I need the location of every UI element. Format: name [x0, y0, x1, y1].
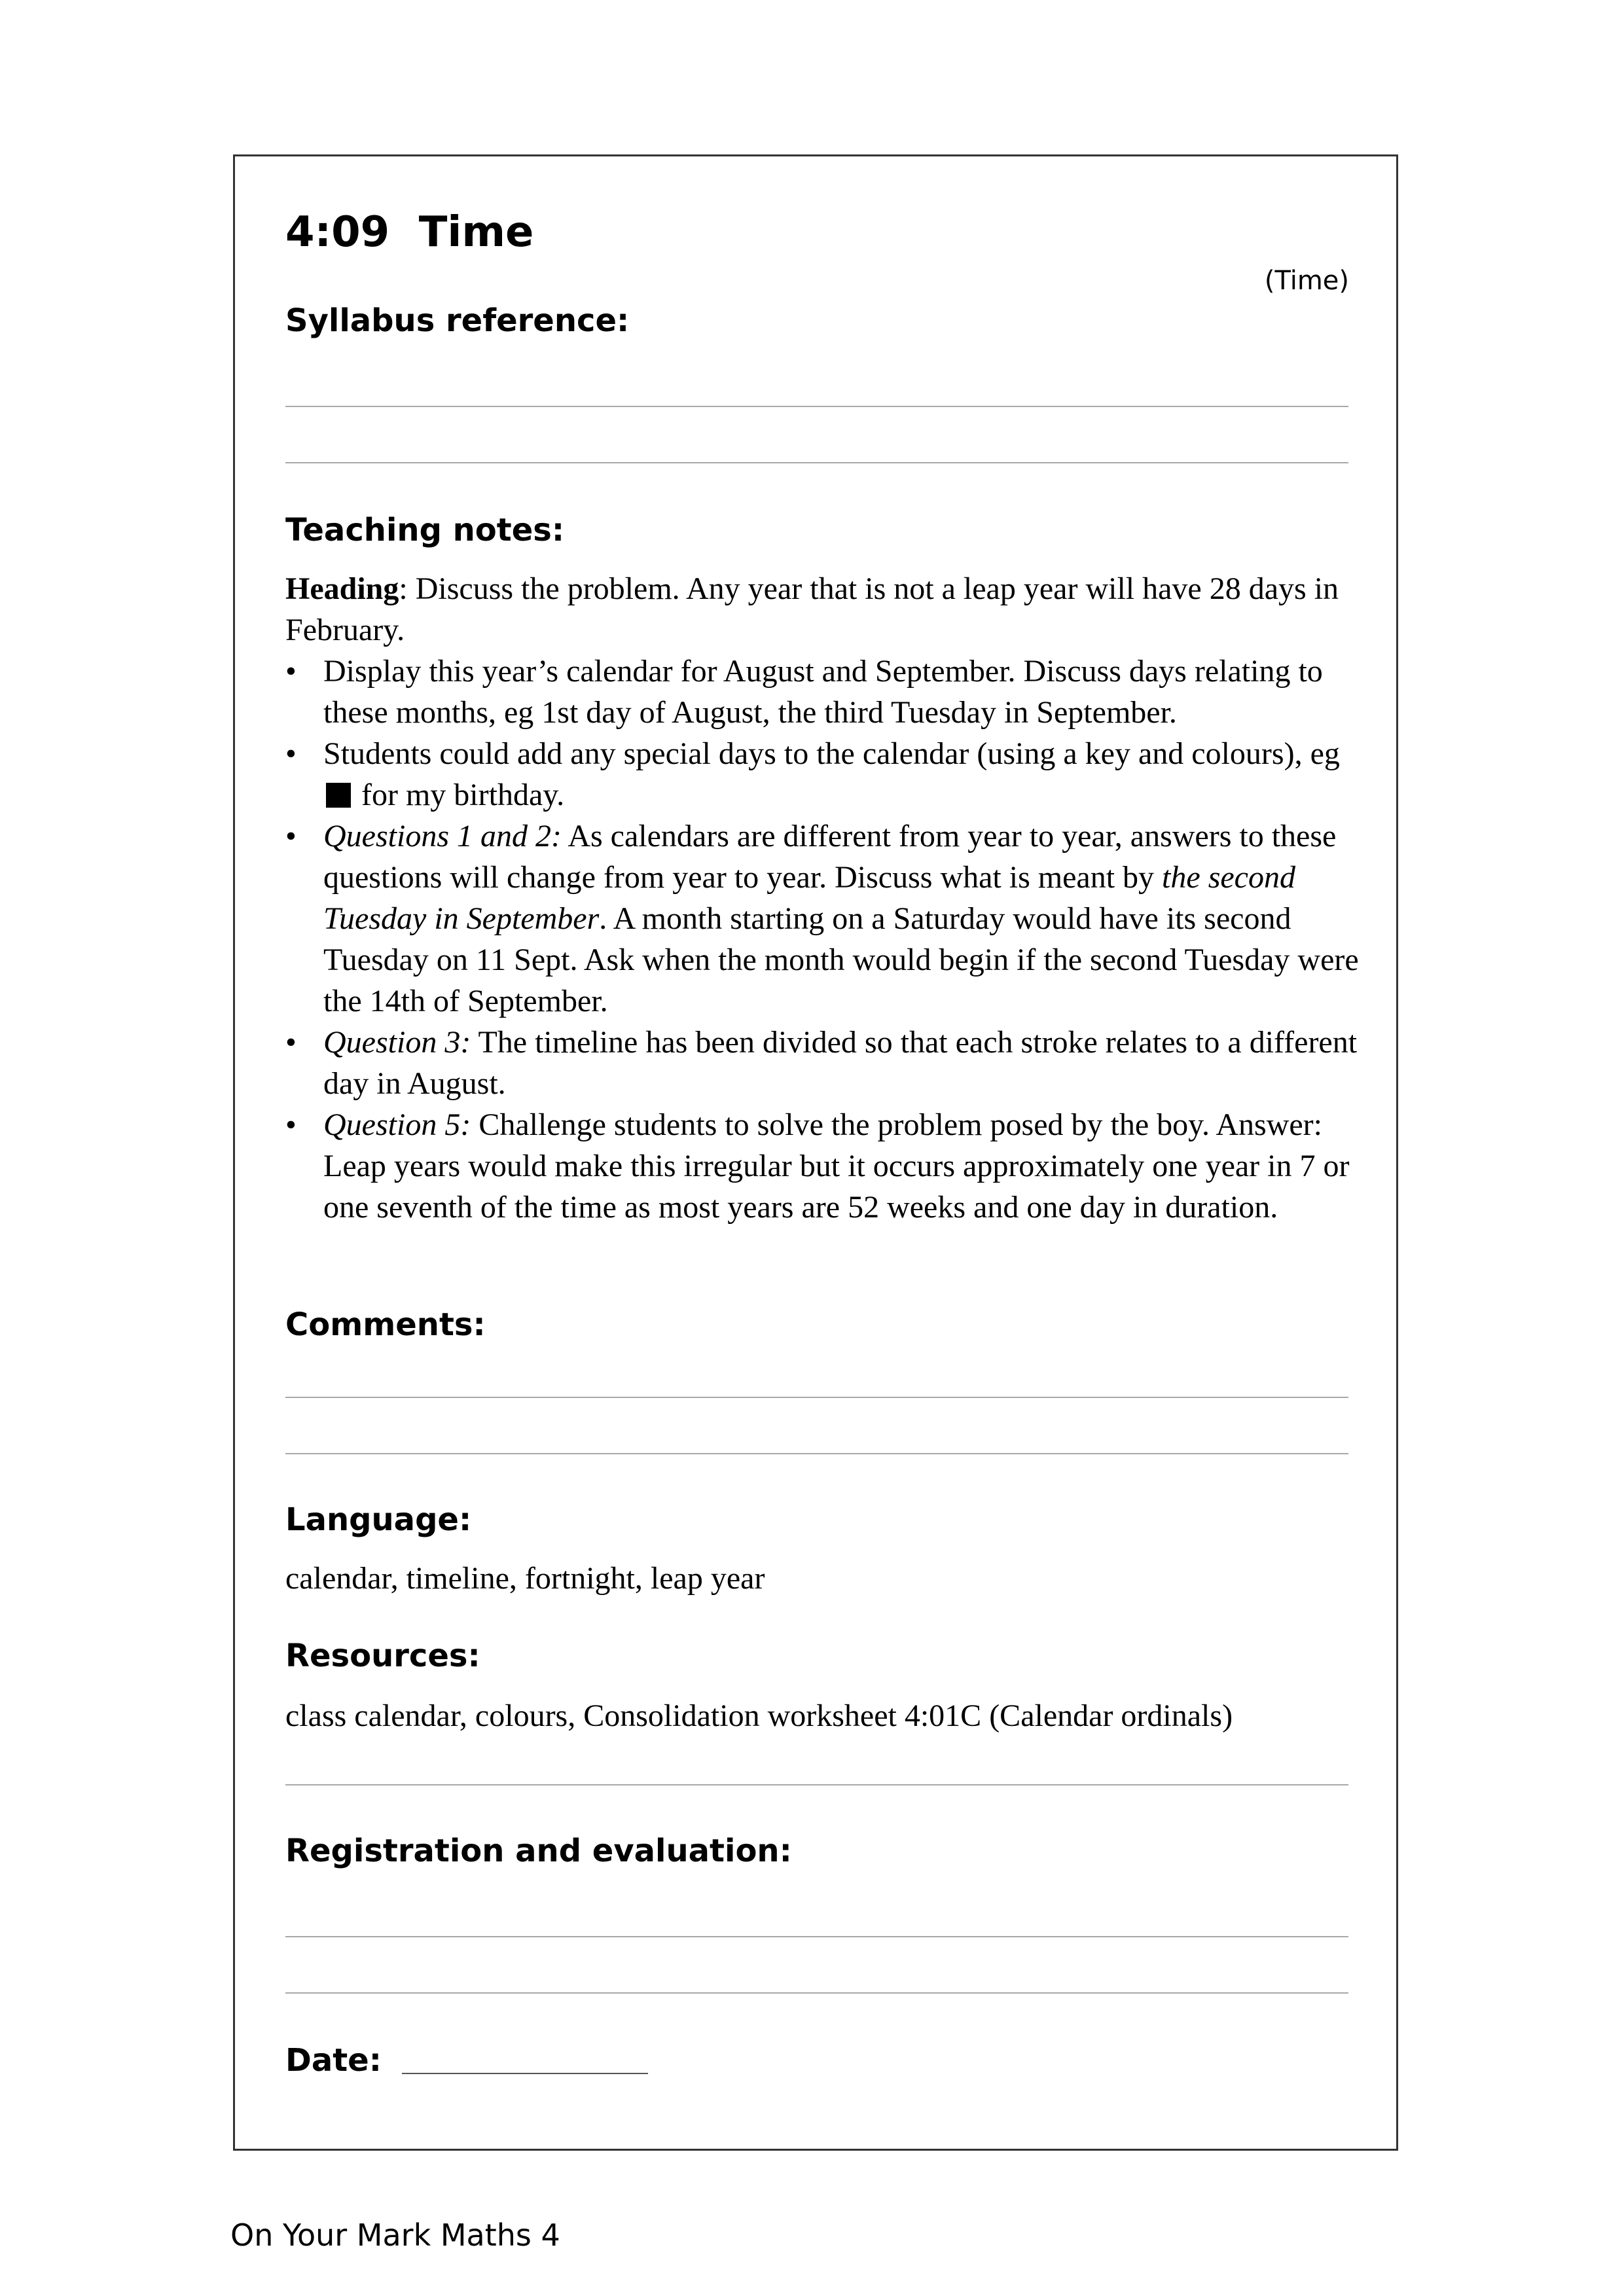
resources-line	[285, 1784, 1348, 1785]
date-label: Date:	[285, 2042, 382, 2079]
intro-text: : Discuss the problem. Any year that is not a leap year will have 28 days in February.	[285, 571, 1339, 647]
comments-line-2	[285, 1453, 1348, 1454]
bullet-text: Display this year’s calendar for August and September. Discuss days relating to these months, eg 1st day of August, the third Tuesday in September.	[323, 654, 1323, 730]
footer-text: On Your Mark Maths 4	[230, 2217, 560, 2253]
syllabus-line-2	[285, 462, 1348, 463]
list-item	[285, 816, 1359, 1022]
teaching-notes-body	[285, 568, 1359, 1228]
registration-line-1	[285, 1936, 1348, 1937]
intro-bold: Heading	[285, 571, 399, 606]
comments-heading: Comments:	[285, 1306, 486, 1343]
syllabus-line-1	[285, 406, 1348, 407]
black-square-icon	[326, 783, 351, 808]
resources-heading: Resources:	[285, 1638, 480, 1674]
bullet-label: Questions 1 and 2:	[323, 819, 562, 853]
list-item	[285, 651, 1359, 733]
bullet-italic: the second Tuesday in September	[323, 860, 1295, 936]
registration-line-2	[285, 1992, 1348, 1994]
list-item	[285, 1104, 1359, 1228]
language-text: calendar, timeline, fortnight, leap year	[285, 1561, 765, 1596]
comments-line-1	[285, 1397, 1348, 1398]
bullet-text: Students could add any special days to the calendar (using a key and colours), eg	[323, 736, 1340, 771]
list-item	[285, 1022, 1359, 1104]
teaching-notes-heading: Teaching notes:	[285, 512, 565, 548]
syllabus-heading: Syllabus reference:	[285, 302, 630, 339]
page-title: 4:09 Time	[285, 208, 534, 257]
registration-heading: Registration and evaluation:	[285, 1833, 792, 1869]
bullet-text: . A month starting on a Saturday would have its second Tuesday on 11 Sept. Ask when the month would begin if the second Tuesday were the 14th of September.	[323, 901, 1359, 1018]
bullet-text: As calendars are different from year to year, answers to these questions will change from year to year. Discuss what is meant by	[323, 819, 1337, 895]
language-heading: Language:	[285, 1501, 472, 1538]
topic-label: (Time)	[1264, 266, 1349, 296]
bullet-text: The timeline has been divided so that each stroke relates to a different day in August.	[323, 1025, 1358, 1101]
teaching-notes-intro	[285, 568, 1359, 651]
list-item	[285, 733, 1359, 816]
date-field-line[interactable]	[402, 2073, 648, 2074]
bullet-text: Challenge students to solve the problem posed by the boy. Answer: Leap years would make this irregular but it occurs approximately one year in 7 or one seventh of the time as most years are 52 weeks and one day in duration.	[323, 1107, 1350, 1225]
teaching-notes-list	[285, 651, 1359, 1228]
bullet-label: Question 5:	[323, 1107, 471, 1142]
resources-text: class calendar, colours, Consolidation worksheet 4:01C (Calendar ordinals)	[285, 1698, 1233, 1733]
bullet-text: for my birthday.	[361, 778, 565, 812]
bullet-label: Question 3:	[323, 1025, 471, 1060]
